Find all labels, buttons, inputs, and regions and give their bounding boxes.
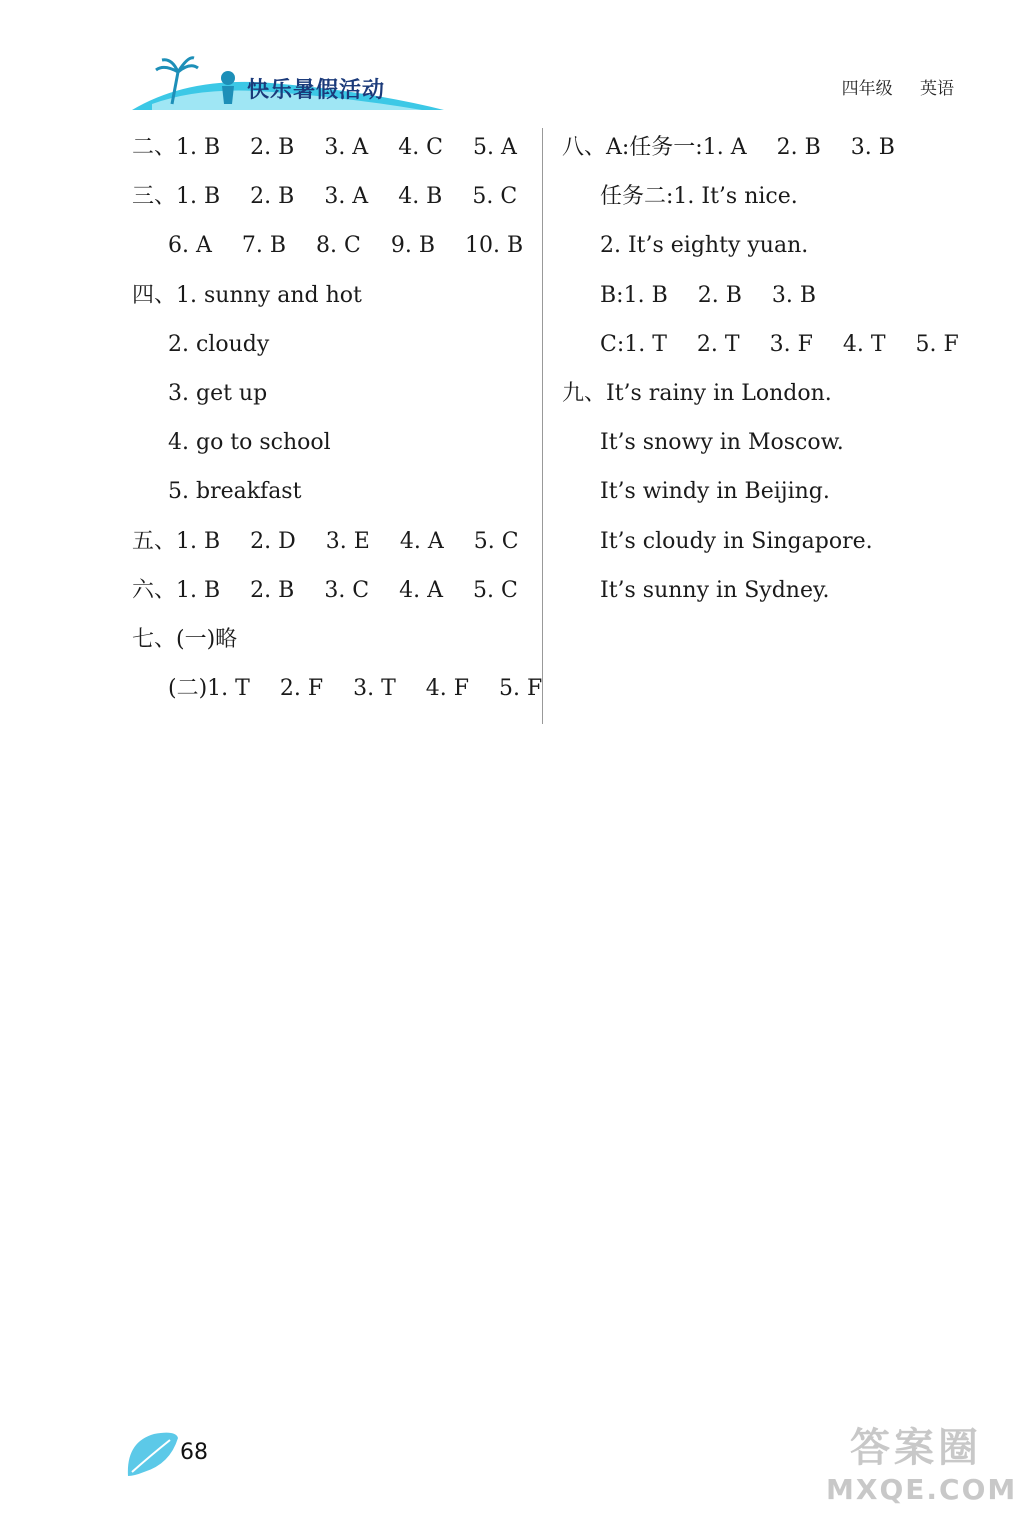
grade-label: 四年级 [841, 79, 893, 99]
answer-item: 3. E [325, 528, 370, 554]
section-label: 三、 [132, 184, 177, 210]
answer-item: 6. A [168, 233, 212, 259]
answer-line [132, 226, 532, 275]
answer-line: 3. get up [168, 380, 268, 406]
answer-item: 2. B [697, 282, 742, 308]
answer-item: 2. B [250, 184, 295, 210]
leaf-icon [124, 1428, 180, 1480]
header-info [820, 74, 954, 99]
answer-line [132, 128, 532, 177]
answer-line: 2. It’s eighty yuan. [600, 233, 809, 259]
answer-line [132, 177, 532, 226]
answer-item: 5. A [473, 135, 517, 160]
answer-item: 3. B [850, 135, 895, 160]
answer-line: It’s windy in Beijing. [600, 479, 830, 505]
section-label: 四、 [132, 282, 177, 308]
answer-line: It’s sunny in Sydney. [600, 577, 830, 603]
answer-item: 4. B [398, 184, 443, 210]
answer-item: 5. F [915, 331, 959, 357]
answer-item: 1. B [176, 135, 221, 160]
answer-item: 2. B [250, 135, 295, 160]
answer-item: 1. B [623, 282, 668, 308]
answer-line: 七、(一)略 [132, 626, 238, 652]
answer-item: 7. B [241, 233, 287, 259]
answer-item: 1. B [176, 577, 221, 603]
answer-item: 9. B [390, 233, 436, 259]
answer-item: 2. T [696, 331, 740, 357]
section-label: 二、 [132, 135, 177, 160]
answer-item: 2. D [250, 528, 296, 554]
answer-line [132, 571, 532, 620]
answer-line [562, 325, 982, 374]
answer-item: 3. F [769, 331, 813, 357]
answer-line [132, 669, 543, 718]
answer-line [132, 276, 532, 325]
answer-item: 3. A [324, 184, 369, 210]
answer-item: 5. F [499, 676, 543, 702]
answer-item: 1. B [176, 184, 221, 210]
answer-item: 5. C [472, 184, 518, 210]
answer-item: 1. T [207, 676, 250, 702]
watermark-top: 答案圈 [850, 1425, 982, 1471]
watermark [826, 1416, 1018, 1526]
answer-item: 8. C [316, 233, 361, 259]
answer-item: 3. B [771, 282, 817, 308]
answer-line: 4. go to school [168, 430, 331, 456]
section-label: 六、 [132, 577, 177, 603]
answer-item: 1. B [176, 528, 221, 554]
answer-item: 4. A [399, 528, 444, 554]
answers-left-column [132, 128, 543, 718]
answer-item: 3. C [324, 577, 370, 603]
answer-item: 4. F [425, 676, 470, 702]
banner-title: 快乐暑假活动 [247, 78, 386, 103]
watermark-bottom: MXQE.COM [826, 1473, 1018, 1506]
answer-line: 九、It’s rainy in London. [562, 380, 832, 406]
answer-line: It’s cloudy in Singapore. [600, 528, 873, 554]
section-label: B: [600, 282, 624, 308]
answer-line [562, 128, 982, 177]
answer-line: It’s snowy in Moscow. [600, 430, 844, 456]
answer-item: 10. B [465, 233, 524, 259]
answer-item: 2. B [776, 135, 821, 160]
answer-item: 1. T [624, 331, 667, 357]
section-label: 五、 [132, 528, 177, 554]
answer-item: 3. A [324, 135, 369, 160]
section-label: 八、A:任务一: [562, 135, 703, 160]
answer-item: 4. C [398, 135, 444, 160]
answer-line [562, 276, 982, 325]
section-label: C: [600, 331, 625, 357]
answer-item: 5. C [473, 577, 518, 603]
answer-item: 5. C [473, 528, 519, 554]
answer-item: 1. A [702, 135, 747, 160]
answer-line [132, 522, 532, 571]
answer-item: 2. B [250, 577, 295, 603]
section-label: (二) [168, 676, 208, 702]
answer-line: 任务二:1. It’s nice. [600, 184, 798, 210]
answer-text: 1. sunny and hot [176, 282, 362, 308]
answers-right-column [562, 128, 982, 620]
answer-line: 2. cloudy [168, 331, 270, 357]
answer-item: 4. A [399, 577, 444, 603]
page-number: 68 [180, 1440, 208, 1465]
answer-item: 2. F [279, 676, 324, 702]
answer-item: 4. T [842, 331, 886, 357]
answer-line: 5. breakfast [168, 479, 302, 505]
answer-item: 3. T [353, 676, 396, 702]
child-figure-icon [221, 71, 235, 85]
column-divider [542, 128, 543, 724]
subject-label: 英语 [920, 79, 954, 99]
